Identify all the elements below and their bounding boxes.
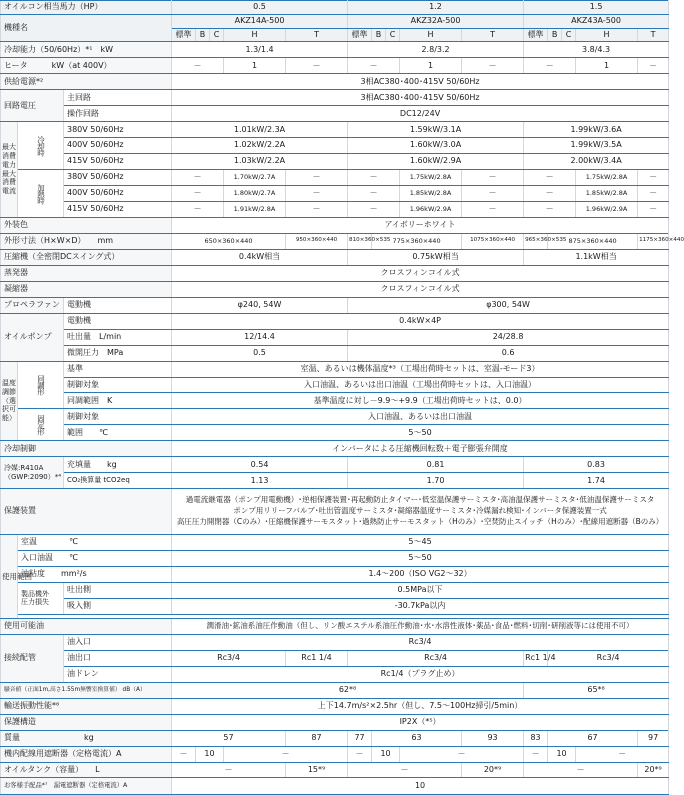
control-target-label: 制御対象 — [64, 377, 172, 393]
main-circuit-value: 3相AC380･400･415V 50/60Hz — [172, 90, 669, 106]
pump-pressure-label: 微開圧力 MPa — [64, 345, 172, 361]
cooling-mode-label: 冷却時 — [18, 122, 64, 170]
piping-label: 接続配管 — [1, 634, 64, 682]
protection-row — [1, 489, 669, 535]
mass-label: 質量 kg — [1, 730, 172, 746]
charge-1: 0.54 — [172, 457, 348, 473]
op-circuit-label: 操作回路 — [64, 106, 172, 122]
cooling-capacity-row — [1, 42, 669, 58]
noise-label: 騒音値（正面1m,高さ1.55m無響室換算値） dB（A） — [1, 682, 172, 698]
cool-power-3-3: 2.00kW/3.4A — [524, 154, 669, 170]
cool-voltage-2: 400V 50/60Hz — [64, 138, 172, 154]
tank-label: オイルタンク（容量） L — [1, 762, 172, 778]
fan-row — [1, 297, 669, 313]
oil-inlet-value: Rc3/4 — [172, 634, 669, 650]
heat-power-row-3 — [1, 202, 669, 218]
oil-drain-label: 油ドレン — [64, 666, 172, 682]
heat-dash-3-3: － — [524, 202, 576, 218]
model-label: 機種名 — [1, 14, 172, 42]
pump-discharge-1: 12/14.4 — [172, 329, 348, 345]
power-value: 3相AC380･400･415V 50/60Hz — [172, 74, 669, 90]
heat-power-3-3: 1.96kW/2.9A — [576, 202, 638, 218]
pump-discharge-2: 24/28.8 — [348, 329, 669, 345]
fixed-type-label: 固定形 — [18, 409, 64, 441]
heat-dash-1-2: － — [348, 170, 400, 186]
reference-value: 室温、あるいは機体温度*³（工場出荷時セットは、室温-モード3） — [172, 361, 669, 377]
model-1: AKZ14A-500 — [172, 14, 348, 28]
variant-b-2: B — [372, 28, 386, 42]
room-temp-row — [1, 534, 669, 550]
structure-label: 保護構造 — [1, 714, 172, 730]
fixed-range-row — [1, 425, 669, 441]
heat-power-1-3: 1.75kW/2.8A — [576, 170, 638, 186]
cool-power-1-3: 1.99kW/3.6A — [524, 122, 669, 138]
heat-power-2-1: 1.80kW/2.7A — [224, 186, 286, 202]
cooling-control-value: インバータによる圧縮機回転数＋電子膨張弁開度 — [172, 441, 669, 457]
hp-row — [1, 1, 669, 15]
dimension-4: 775×360×440 — [372, 233, 462, 249]
viscosity-row — [1, 566, 669, 582]
breaker-dash-2b: － — [400, 746, 524, 762]
recommended-row — [1, 778, 669, 795]
compressor-row — [1, 249, 669, 265]
heater-label: ヒータ kW（at 400V） — [1, 58, 172, 74]
cool-power-1-2: 1.59kW/3.1A — [348, 122, 524, 138]
sync-range-row — [1, 393, 669, 409]
power-row — [1, 74, 669, 90]
pump-discharge-label: 吐出量 L/min — [64, 329, 172, 345]
cooling-capacity-2: 2.8/3.2 — [348, 42, 524, 58]
co2-row — [1, 473, 669, 489]
charge-3: 0.83 — [524, 457, 669, 473]
model-row — [1, 14, 669, 28]
color-row — [1, 217, 669, 233]
mass-8: 97 — [638, 730, 669, 746]
structure-value: IP2X（*⁵） — [172, 714, 669, 730]
variant-std-2: 標準 — [348, 28, 372, 42]
heat-dash-3-2: － — [348, 202, 400, 218]
heat-dash-1-3: － — [524, 170, 576, 186]
oil-outlet-5: Rc3/4 — [548, 650, 669, 666]
model-3: AKZ43A-500 — [524, 14, 669, 28]
fan-value-1: φ240, 54W — [172, 297, 348, 313]
usage-range-label: 使用範囲 — [1, 534, 18, 618]
dimension-1: 650×360×440 — [172, 233, 286, 249]
mass-1: 57 — [172, 730, 286, 746]
heat-voltage-1: 380V 50/60Hz — [64, 170, 172, 186]
discharge-side-label: 吐出側 — [64, 582, 172, 598]
heater-value-3: 1 — [576, 58, 638, 74]
heat-dash-1-3b: － — [638, 170, 669, 186]
oil-drain-value: Rc1/4（プラグ止め） — [172, 666, 669, 682]
heat-dash-2-1: － — [172, 186, 224, 202]
breaker-dash-3b: － — [576, 746, 669, 762]
dimension-8: 1175×360×440 — [638, 233, 669, 249]
cool-power-2-1: 1.02kW/2.2A — [172, 138, 348, 154]
main-circuit-label: 主回路 — [64, 90, 172, 106]
inlet-oil-row — [1, 550, 669, 566]
dimension-5: 1075×360×440 — [462, 233, 524, 249]
circuit-voltage-label: 回路電圧 — [1, 90, 64, 122]
tank-value-1: 15*⁹ — [286, 762, 348, 778]
suction-side-value: -30.7kPa以内 — [172, 598, 669, 614]
vibration-label: 輸送振動性能*⁶ — [1, 698, 172, 714]
structure-row — [1, 714, 669, 730]
heater-value-1: 1 — [224, 58, 286, 74]
inlet-oil-value: 5～50 — [172, 550, 669, 566]
heater-value-2: 1 — [400, 58, 462, 74]
pump-motor-label: 電動機 — [64, 313, 172, 329]
sync-range-value: 基準温度に対し－9.9～+9.9（工場出荷時セットは、0.0） — [172, 393, 669, 409]
heat-dash-1-2b: － — [462, 170, 524, 186]
charge-row — [1, 457, 669, 473]
breaker-value-3: 10 — [548, 746, 576, 762]
viscosity-value: 1.4～200（ISO VG2～32） — [172, 566, 669, 582]
heat-power-3-1: 1.91kW/2.8A — [224, 202, 286, 218]
dimension-7: 875×360×440 — [548, 233, 638, 249]
condenser-row — [1, 281, 669, 297]
variant-c-1: C — [210, 28, 224, 42]
pump-motor-row — [1, 313, 669, 329]
oil-outlet-2: Rc1 1/4 — [286, 650, 348, 666]
noise-row — [1, 682, 669, 698]
heat-dash-3-2b: － — [462, 202, 524, 218]
tank-value-2: 20*⁹ — [462, 762, 524, 778]
suction-side-label: 吸入側 — [64, 598, 172, 614]
oil-inlet-label: 油入口 — [64, 634, 172, 650]
breaker-dash-1: － — [172, 746, 196, 762]
variant-h-2: H — [400, 28, 462, 42]
heat-voltage-3: 415V 50/60Hz — [64, 202, 172, 218]
vibration-row — [1, 698, 669, 714]
heat-dash-3-1b: － — [286, 202, 348, 218]
variant-c-3: C — [562, 28, 576, 42]
charge-2: 0.81 — [348, 457, 524, 473]
vibration-value: 上下14.7m/s²×2.5hr（但し、7.5～100Hz掃引/5min） — [172, 698, 669, 714]
tracking-type-label: 同調形 — [18, 361, 64, 409]
heat-voltage-2: 400V 50/60Hz — [64, 186, 172, 202]
compressor-2: 0.75kW相当 — [348, 249, 524, 265]
model-2: AKZ32A-500 — [348, 14, 524, 28]
cooling-capacity-label: 冷却能力（50/60Hz）*¹ kW — [1, 42, 172, 58]
breaker-row — [1, 746, 669, 762]
noise-value-1: 62*⁸ — [172, 682, 524, 698]
evaporator-value: クロスフィンコイル式 — [172, 265, 669, 281]
variant-std-1: 標準 — [172, 28, 196, 42]
reference-row — [1, 361, 669, 377]
charge-label: 充填量 kg — [64, 457, 172, 473]
reference-label: 基準 — [64, 361, 172, 377]
temp-control-label: 温度調節 （選択可能） — [1, 361, 18, 441]
variant-h-3: H — [576, 28, 638, 42]
oil-outlet-1: Rc3/4 — [172, 650, 286, 666]
variant-b-1: B — [196, 28, 210, 42]
mass-row — [1, 730, 669, 746]
pump-pressure-row — [1, 345, 669, 361]
variant-c-2: C — [386, 28, 400, 42]
tank-dash-2: － — [348, 762, 462, 778]
mass-7: 67 — [548, 730, 638, 746]
pump-pressure-1: 0.5 — [172, 345, 348, 361]
co2-label: CO₂換算量 tCO2eq — [64, 473, 172, 489]
breaker-dash-3: － — [524, 746, 548, 762]
heat-dash-1-1b: － — [286, 170, 348, 186]
main-circuit-row — [1, 90, 669, 106]
mass-3: 77 — [348, 730, 372, 746]
discharge-side-value: 0.5MPa以下 — [172, 582, 669, 598]
heater-dash-3b: － — [638, 58, 669, 74]
heater-dash-1: － — [172, 58, 224, 74]
cool-voltage-3: 415V 50/60Hz — [64, 154, 172, 170]
variant-h-1: H — [224, 28, 286, 42]
fixed-target-row — [1, 409, 669, 425]
variant-t-1: T — [286, 28, 348, 42]
heat-dash-2-2: － — [348, 186, 400, 202]
heat-power-3-2: 1.96kW/2.9A — [400, 202, 462, 218]
heat-dash-2-1b: － — [286, 186, 348, 202]
op-circuit-value: DC12/24V — [172, 106, 669, 122]
cooling-capacity-3: 3.8/4.3 — [524, 42, 669, 58]
oil-outlet-4: Rc1 1/4 — [524, 650, 548, 666]
variant-b-3: B — [548, 28, 562, 42]
mass-6: 83 — [524, 730, 548, 746]
tank-row — [1, 762, 669, 778]
external-loss-label: 製品機外 圧力損失 — [18, 582, 64, 614]
dimension-2: 950×360×440 — [286, 233, 348, 249]
cool-power-3-1: 1.03kW/2.2A — [172, 154, 348, 170]
co2-2: 1.70 — [348, 473, 524, 489]
compressor-3: 1.1kW相当 — [524, 249, 669, 265]
hp-value-1: 0.5 — [172, 1, 348, 15]
cool-power-2-3: 1.99kW/3.5A — [524, 138, 669, 154]
heat-dash-3-1: － — [172, 202, 224, 218]
cool-power-row-3 — [1, 154, 669, 170]
hp-value-2: 1.2 — [348, 1, 524, 15]
heat-dash-1-1: － — [172, 170, 224, 186]
fan-label: プロペラファン — [1, 297, 64, 313]
recommended-value: 10 — [172, 778, 669, 795]
tank-value-3: 20*⁹ — [638, 762, 669, 778]
condenser-label: 凝縮器 — [1, 281, 172, 297]
compressor-label: 圧縮機（全密閉DCスイング式） — [1, 249, 172, 265]
tank-dash-3: － — [524, 762, 638, 778]
oil-outlet-3: Rc3/4 — [348, 650, 524, 666]
breaker-dash-1b: － — [224, 746, 348, 762]
pump-motor-value: 0.4kW×4P — [172, 313, 669, 329]
evaporator-row — [1, 265, 669, 281]
recommended-label: お客様手配品*⁷ 漏電遮断器（定格電流）A — [1, 778, 172, 795]
fixed-range-label: 範囲 ℃ — [64, 425, 172, 441]
heat-dash-2-3b: － — [638, 186, 669, 202]
oil-outlet-label: 油出口 — [64, 650, 172, 666]
cool-power-row-2 — [1, 138, 669, 154]
hp-label: オイルコン相当馬力（HP） — [1, 1, 172, 15]
compressor-1: 0.4kW相当 — [172, 249, 348, 265]
control-target-value: 入口油温、あるいは出口油温（工場出荷時セットは、入口油温） — [172, 377, 669, 393]
tank-dash-1: － — [172, 762, 286, 778]
condenser-value: クロスフィンコイル式 — [172, 281, 669, 297]
breaker-label: 機内配線用遮断器（定格電流）A — [1, 746, 172, 762]
fixed-range-value: 5～50 — [172, 425, 669, 441]
noise-value-2: 65*⁸ — [524, 682, 669, 698]
heater-row — [1, 58, 669, 74]
heat-dash-2-3: － — [524, 186, 576, 202]
control-target-row — [1, 377, 669, 393]
heat-power-2-3: 1.85kW/2.8A — [576, 186, 638, 202]
evaporator-label: 蒸発器 — [1, 265, 172, 281]
heater-dash-3: － — [524, 58, 576, 74]
dimensions-label: 外形寸法（H×W×D） mm — [1, 233, 172, 249]
sync-range-label: 同調範囲 K — [64, 393, 172, 409]
dimension-6: 965×360×535 — [524, 233, 548, 249]
heat-power-2-2: 1.85kW/2.8A — [400, 186, 462, 202]
heater-dash-1b: － — [286, 58, 348, 74]
cool-power-3-2: 1.60kW/2.9A — [348, 154, 524, 170]
viscosity-label: 油粘度 mm²/s — [18, 566, 172, 582]
usable-oil-label: 使用可能油 — [1, 618, 172, 634]
variant-t-2: T — [462, 28, 524, 42]
heater-dash-2: － — [348, 58, 400, 74]
mass-2: 87 — [286, 730, 348, 746]
heat-power-1-1: 1.70kW/2.7A — [224, 170, 286, 186]
dimension-3: 810×360×535 — [348, 233, 372, 249]
fixed-target-value: 入口油温、あるいは出口油温 — [172, 409, 669, 425]
heat-power-row-2 — [1, 186, 669, 202]
variant-std-3: 標準 — [524, 28, 548, 42]
oil-drain-row — [1, 666, 669, 682]
pump-label: オイルポンプ — [1, 313, 64, 361]
cool-power-2-2: 1.60kW/3.0A — [348, 138, 524, 154]
heat-dash-2-2b: － — [462, 186, 524, 202]
heat-power-row-1 — [1, 170, 669, 186]
hp-value-3: 1.5 — [524, 1, 669, 15]
pump-pressure-2: 0.6 — [348, 345, 669, 361]
heater-dash-2b: － — [462, 58, 524, 74]
breaker-dash-2: － — [348, 746, 372, 762]
mass-4: 63 — [372, 730, 462, 746]
refrigerant-label: 冷媒:R410A （GWP:2090）*⁴ — [1, 457, 64, 489]
pump-discharge-row — [1, 329, 669, 345]
co2-3: 1.74 — [524, 473, 669, 489]
cool-power-1-1: 1.01kW/2.3A — [172, 122, 348, 138]
cooling-control-label: 冷却制御 — [1, 441, 172, 457]
protection-label: 保護装置 — [1, 489, 172, 535]
max-power-label: 最大 消費電力 最大 消費電流 — [1, 122, 18, 218]
cooling-capacity-1: 1.3/1.4 — [172, 42, 348, 58]
color-value: アイボリーホワイト — [172, 217, 669, 233]
mass-5: 93 — [462, 730, 524, 746]
inlet-oil-label: 入口油温 ℃ — [18, 550, 172, 566]
variant-t-3: T — [638, 28, 669, 42]
cool-voltage-1: 380V 50/60Hz — [64, 122, 172, 138]
op-circuit-row — [1, 106, 669, 122]
power-label: 供給電源*² — [1, 74, 172, 90]
cooling-control-row — [1, 441, 669, 457]
co2-1: 1.13 — [172, 473, 348, 489]
heating-mode-label: 加熱時 — [18, 170, 64, 218]
fan-motor-label: 電動機 — [64, 297, 172, 313]
usable-oil-value: 潤滑油･鉱油系油圧作動油（但し、リン酸エステル系油圧作動油･水･水溶性液体･薬品･食品･燃料･切削･研削液等には使用不可） — [172, 618, 669, 634]
breaker-value-1: 10 — [196, 746, 224, 762]
usable-oil-row — [1, 618, 669, 634]
heat-dash-3-3b: － — [638, 202, 669, 218]
room-temp-label: 室温 ℃ — [18, 534, 172, 550]
fan-value-2: φ300, 54W — [348, 297, 669, 313]
breaker-value-2: 10 — [372, 746, 400, 762]
heat-power-1-2: 1.75kW/2.8A — [400, 170, 462, 186]
fixed-target-label: 制御対象 — [64, 409, 172, 425]
oil-inlet-row — [1, 634, 669, 650]
suction-side-row — [1, 598, 669, 614]
cool-power-row-1 — [1, 122, 669, 138]
protection-value: 過電流継電器（ポンプ用電動機）･逆相保護装置･再起動防止タイマー･低室温保護サーミスタ･高油温保護サーミスタ･低油温保護サーミスタ ポンプ用リリーフバルブ･吐出管温度サーミスタ･凝縮器温度サーミスタ･冷媒漏れ検知･インバータ保護装置一式 高圧圧力開閉器（Cのみ）･圧縮機保護サーモスタット･過熱防止サーモスタット（Hのみ）･空焚防止スイッチ（Hのみ）･配線用遮断器（Bのみ） — [172, 489, 669, 535]
discharge-side-row — [1, 582, 669, 598]
dimensions-row — [1, 233, 669, 249]
color-label: 外装色 — [1, 217, 172, 233]
oil-outlet-row — [1, 650, 669, 666]
room-temp-value: 5～45 — [172, 534, 669, 550]
